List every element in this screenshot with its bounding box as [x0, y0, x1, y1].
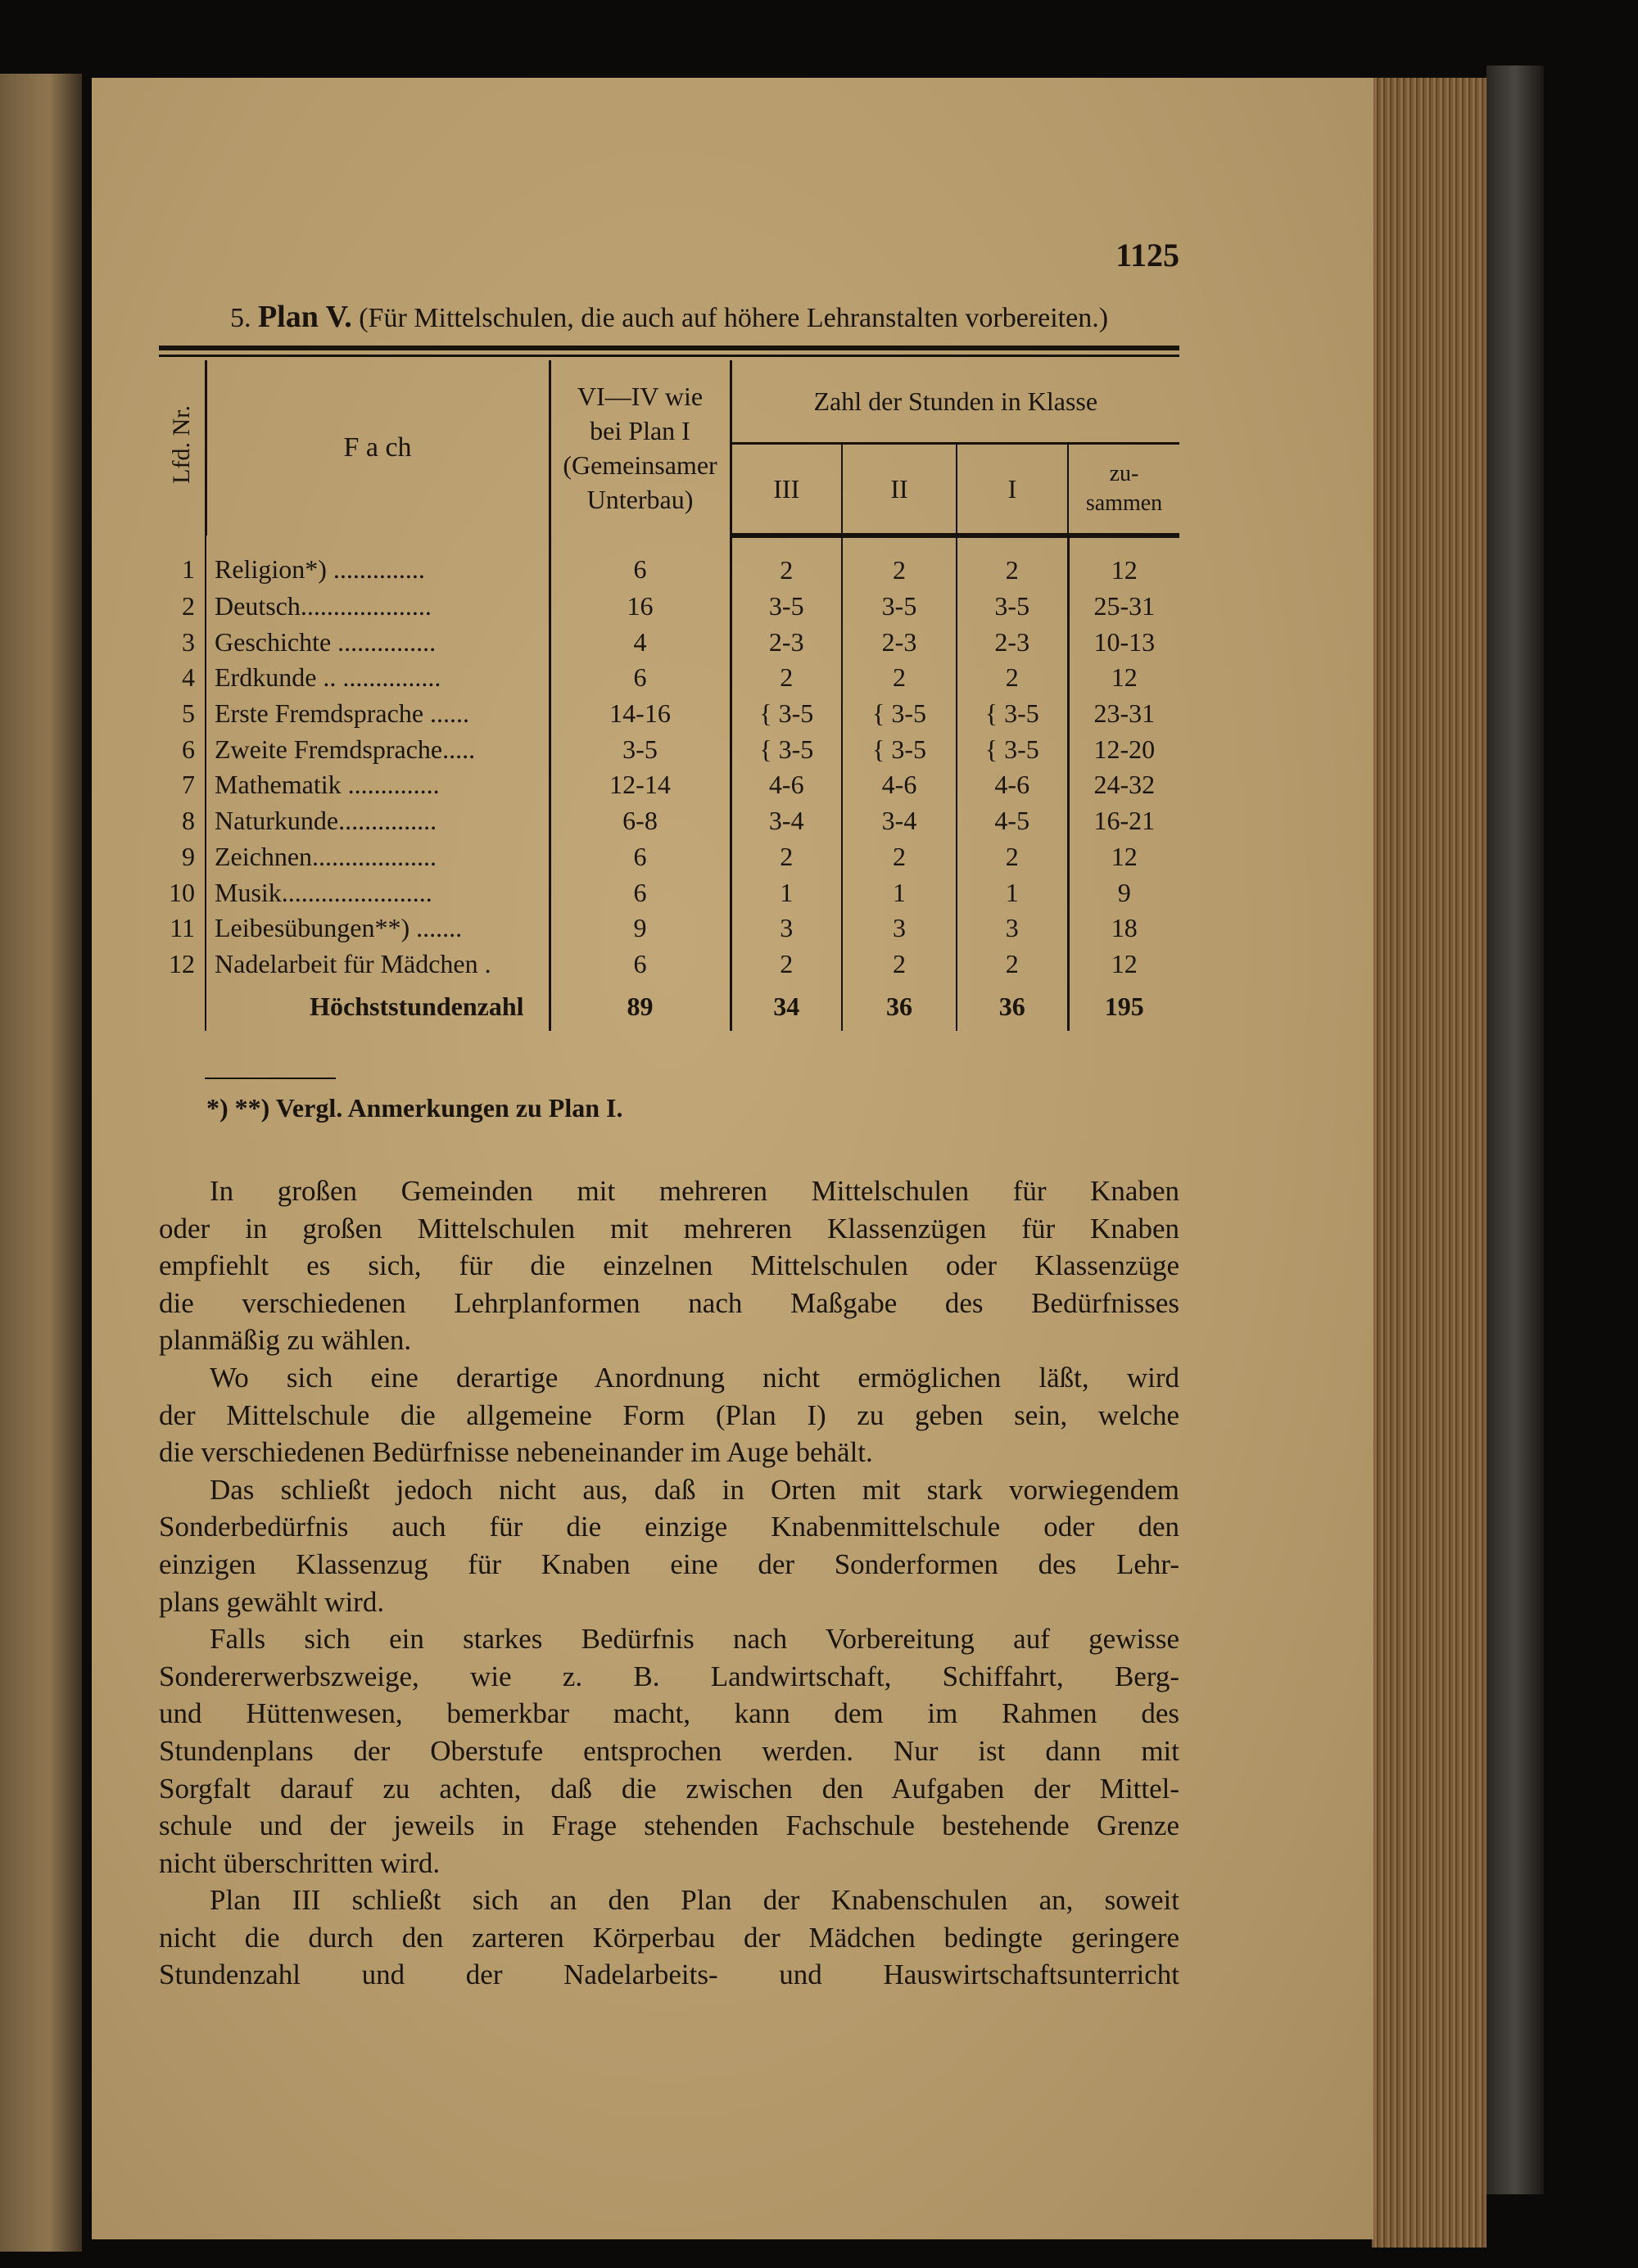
total-iii: 34: [731, 982, 842, 1031]
cell-ii: 1: [842, 874, 957, 910]
page-stack-edge: [1372, 78, 1486, 2248]
cell-iii: 3: [731, 910, 842, 947]
cell-vi_iv: 6: [550, 947, 731, 983]
cell-iii: [731, 696, 842, 732]
cell-i: 2: [957, 839, 1068, 875]
text-line: der Mittelschule die allgemeine Form (Plan I) zu geben sein, welche: [159, 1398, 1179, 1431]
cell-ii: 4-6: [842, 767, 957, 803]
cell-nr: 5: [182, 698, 195, 729]
cell-sum: 23-31: [1068, 696, 1179, 732]
paragraph: [159, 1172, 1179, 1359]
table-row: [159, 767, 1179, 803]
body-text: [159, 1172, 1179, 1994]
total-blank: [159, 982, 206, 1031]
text-line: Sonderbedürfnis auch für die einzige Knabenmittelschule oder den: [159, 1511, 1179, 1543]
brace-mark: {: [984, 698, 998, 729]
cell-nr: 3: [182, 626, 195, 657]
cell-value: 3-5: [1004, 698, 1039, 729]
cell-nr: 6: [182, 734, 195, 764]
cell-fach: Erste Fremdsprache ......: [206, 696, 550, 732]
cell-value: 3-5: [891, 698, 926, 729]
cell-ii: 2: [842, 535, 957, 589]
paragraph: [159, 1471, 1179, 1620]
cell-sum: 12: [1068, 535, 1179, 589]
cell-i: 4-5: [957, 803, 1068, 839]
text-line: plans gewählt wird.: [159, 1585, 385, 1618]
brace-mark: {: [984, 734, 998, 764]
cell-i: 2: [957, 660, 1068, 696]
cell-value: 3-5: [778, 734, 814, 764]
cell-iii: 3-5: [731, 589, 842, 625]
table-row: [159, 874, 1179, 910]
text-line: Sorgfalt darauf zu achten, daß die zwischen den Aufgaben der Mittel-: [159, 1772, 1179, 1805]
cell-sum: 18: [1068, 910, 1179, 947]
plan-name: Plan V.: [257, 300, 352, 334]
cell-vi_iv: 6: [550, 535, 731, 589]
cell-fach: Leibesübungen**) .......: [206, 910, 550, 947]
text-line: In großen Gemeinden mit mehreren Mittelschulen für Knaben: [210, 1175, 1179, 1207]
cell-iii: 2: [731, 839, 842, 875]
cell-sum: 10-13: [1068, 624, 1179, 660]
cell-nr: 9: [182, 841, 195, 871]
text-line: und Hüttenwesen, bemerkbar macht, kann dem im Rahmen des: [159, 1697, 1179, 1730]
cell-nr: 8: [182, 806, 195, 836]
cell-fach: Deutsch....................: [206, 589, 550, 625]
section-title: [159, 299, 1179, 335]
cell-fach: Zweite Fremdsprache.....: [206, 731, 550, 767]
cell-ii: [842, 731, 957, 767]
header-lfd-nr: Lfd. Nr.: [167, 405, 195, 484]
text-line: nicht überschritten wird.: [159, 1846, 441, 1879]
cell-ii: 2: [842, 839, 957, 875]
text-line: Falls sich ein starkes Bedürfnis nach Vorbereitung auf gewisse: [210, 1623, 1179, 1656]
table-row: [159, 731, 1179, 767]
cell-sum: 9: [1068, 874, 1179, 910]
table-top-rule-thin: [159, 355, 1179, 357]
cell-nr: 7: [182, 770, 195, 800]
cell-ii: 3-5: [842, 589, 957, 625]
cell-nr: 1: [182, 553, 195, 584]
header-group: Zahl der Stunden in Klasse: [731, 360, 1179, 444]
cell-ii: 3: [842, 910, 957, 947]
cell-fach: Religion*) ..............: [206, 535, 550, 589]
total-sum: 195: [1068, 982, 1179, 1031]
table-top-rule: [159, 346, 1179, 350]
header-class-i: I: [957, 444, 1068, 536]
cell-ii: 2-3: [842, 624, 957, 660]
cell-ii: 2: [842, 660, 957, 696]
text-line: die verschiedenen Lehrplanformen nach Maßgabe des Bedürfnisses: [159, 1286, 1179, 1319]
cell-fach: Mathematik ..............: [206, 767, 550, 803]
brace-mark: {: [759, 698, 772, 729]
paragraph: [159, 1359, 1179, 1471]
cell-fach: Zeichnen...................: [206, 839, 550, 875]
text-line: Plan III schließt sich an den Plan der Knabenschulen an, soweit: [210, 1884, 1179, 1917]
cell-fach: Geschichte ...............: [206, 624, 550, 660]
cell-iii: [731, 731, 842, 767]
header-fach: F a ch: [206, 360, 550, 535]
cell-vi_iv: 9: [550, 910, 731, 947]
cell-vi_iv: 12-14: [550, 767, 731, 803]
table-row: [159, 660, 1179, 696]
cell-iii: 2: [731, 947, 842, 983]
total-vi_iv: 89: [550, 982, 731, 1031]
cell-sum: 12: [1068, 660, 1179, 696]
cell-i: 4-6: [957, 767, 1068, 803]
total-row: [159, 982, 1179, 1031]
table-row: [159, 696, 1179, 732]
text-line: Stundenzahl und der Nadelarbeits- und Hauswirtschaftsunterricht: [159, 1959, 1179, 1991]
paragraph: [159, 1882, 1179, 1994]
header-class-iii: III: [731, 444, 842, 536]
brace-mark: {: [759, 734, 772, 764]
table-row: [159, 624, 1179, 660]
header-zusammen: zu- sammen: [1068, 444, 1179, 536]
cell-nr: 11: [170, 913, 195, 943]
cell-value: 3-5: [778, 698, 814, 729]
cell-vi_iv: 16: [550, 589, 731, 625]
cell-i: 2: [957, 535, 1068, 589]
header-class-ii: II: [842, 444, 957, 536]
cell-vi_iv: 6: [550, 839, 731, 875]
page-number: 1125: [1115, 237, 1179, 273]
cell-iii: 2-3: [731, 624, 842, 660]
total-ii: 36: [842, 982, 957, 1031]
cell-ii: 2: [842, 947, 957, 983]
table-row: [159, 910, 1179, 947]
cell-value: 3-5: [891, 734, 926, 764]
footnote-rule: [205, 1078, 336, 1079]
brace-mark: {: [871, 734, 885, 764]
cell-iii: 2: [731, 535, 842, 589]
table-row: [159, 535, 1179, 589]
text-line: empfiehlt es sich, für die einzelnen Mittelschulen oder Klassenzüge: [159, 1249, 1179, 1282]
cell-nr: 12: [169, 948, 195, 978]
cell-sum: 12: [1068, 947, 1179, 983]
table-row: [159, 589, 1179, 625]
cell-i: 3: [957, 910, 1068, 947]
cell-value: 3-5: [1004, 734, 1039, 764]
table-row: [159, 947, 1179, 983]
cell-fach: Erdkunde .. ...............: [206, 660, 550, 696]
text-line: planmäßig zu wählen.: [159, 1324, 412, 1357]
paragraph: [159, 1620, 1179, 1882]
footnote: *) **) Vergl. Anmerkungen zu Plan I.: [206, 1093, 623, 1123]
cell-vi_iv: 6: [550, 874, 731, 910]
book-cover-edge: [1486, 66, 1544, 2194]
cell-vi_iv: 3-5: [550, 731, 731, 767]
cell-vi_iv: 6-8: [550, 803, 731, 839]
cell-sum: 16-21: [1068, 803, 1179, 839]
cell-vi_iv: 14-16: [550, 696, 731, 732]
cell-ii: 3-4: [842, 803, 957, 839]
cell-fach: Musik.......................: [206, 874, 550, 910]
cell-ii: [842, 696, 957, 732]
plan-subtitle: (Für Mittelschulen, die auch auf höhere Lehranstalten vorbereiten.): [359, 303, 1109, 333]
text-line: schule und der jeweils in Frage stehenden Fachschule bestehende Grenze: [159, 1809, 1179, 1842]
brace-mark: {: [871, 698, 885, 729]
total-label: Höchststundenzahl: [206, 982, 550, 1031]
section-number: 5.: [229, 303, 251, 333]
cell-iii: 3-4: [731, 803, 842, 839]
text-line: Sondererwerbszweige, wie z. B. Landwirtschaft, Schiffahrt, Berg-: [159, 1660, 1179, 1692]
cell-sum: 24-32: [1068, 767, 1179, 803]
text-line: die verschiedenen Bedürfnisse nebeneinander im Auge behält.: [159, 1436, 873, 1469]
header-vi-iv: VI—IV wie bei Plan I (Gemeinsamer Unterbau): [550, 360, 731, 535]
cell-i: 2-3: [957, 624, 1068, 660]
cell-i: [957, 731, 1068, 767]
text-line: Das schließt jedoch nicht aus, daß in Orten mit stark vorwiegendem: [210, 1473, 1179, 1506]
text-line: Stundenplans der Oberstufe entsprochen werden. Nur ist dann mit: [159, 1734, 1179, 1767]
cell-i: 2: [957, 947, 1068, 983]
table-row: [159, 839, 1179, 875]
cell-iii: 1: [731, 874, 842, 910]
text-line: Wo sich eine derartige Anordnung nicht ermöglichen läßt, wird: [210, 1361, 1179, 1394]
cell-vi_iv: 4: [550, 624, 731, 660]
cell-sum: 12-20: [1068, 731, 1179, 767]
cell-fach: Nadelarbeit für Mädchen .: [206, 947, 550, 983]
cell-nr: 10: [169, 877, 195, 907]
total-i: 36: [957, 982, 1068, 1031]
table-row: [159, 803, 1179, 839]
cell-i: 3-5: [957, 589, 1068, 625]
cell-nr: 2: [182, 591, 195, 621]
cell-vi_iv: 6: [550, 660, 731, 696]
cell-iii: 4-6: [731, 767, 842, 803]
cell-sum: 12: [1068, 839, 1179, 875]
cell-iii: 2: [731, 660, 842, 696]
cell-sum: 25-31: [1068, 589, 1179, 625]
cell-nr: 4: [182, 662, 195, 693]
text-line: nicht die durch den zarteren Körperbau der Mädchen bedingte geringere: [159, 1921, 1179, 1954]
hours-table: [159, 360, 1179, 1031]
text-line: oder in großen Mittelschulen mit mehreren Klassenzügen für Knaben: [159, 1212, 1179, 1245]
cell-i: 1: [957, 874, 1068, 910]
facing-page-edge: [0, 74, 82, 2252]
cell-i: [957, 696, 1068, 732]
cell-fach: Naturkunde...............: [206, 803, 550, 839]
text-line: einzigen Klassenzug für Knaben eine der Sonderformen des Lehr-: [159, 1547, 1179, 1580]
